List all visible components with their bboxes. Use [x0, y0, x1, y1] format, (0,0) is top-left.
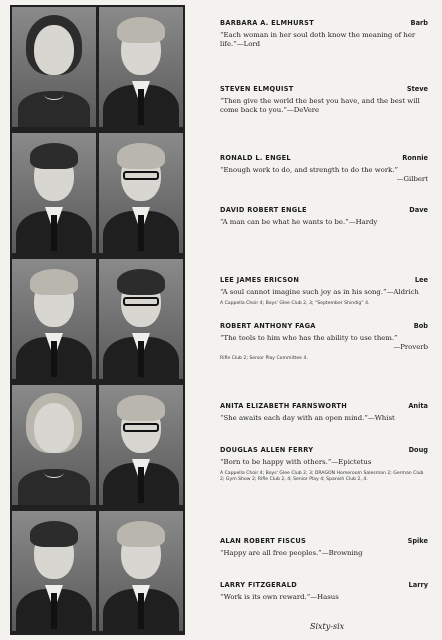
senior-nickname: Spike [407, 537, 428, 545]
senior-quote: “She awaits each day with an open mind.”—Whist [220, 414, 395, 422]
portrait-photo-barbara-elmhurst [12, 7, 96, 127]
portrait-photo-anita-farnsworth [12, 385, 96, 505]
senior-name: LEE JAMES ERICSON [220, 276, 300, 284]
senior-quote: “A man can be what he wants to be.”—Hardy [220, 218, 378, 226]
senior-activities: Rifle Club 2; Senior Play Committee 4. [220, 356, 308, 361]
senior-entry [220, 85, 428, 115]
senior-nickname: Ronnie [402, 154, 428, 162]
senior-name: ANITA ELIZABETH FARNSWORTH [220, 402, 348, 410]
senior-quote: “Born to be happy with others.”—Epictetus [220, 458, 372, 466]
senior-entry [220, 276, 428, 307]
senior-quote: “The tools to him who has the ability to use them.” [220, 334, 398, 342]
senior-entry [220, 581, 428, 602]
portrait-photo-lee-ericson [12, 259, 96, 379]
senior-name: STEVEN ELMQUIST [220, 85, 294, 93]
senior-entry [220, 206, 428, 227]
senior-quote: “A soul cannot imagine such joy as in his song.”—Aldrich [220, 288, 419, 296]
portrait-photo-ronald-engel [12, 133, 96, 253]
senior-entry [220, 402, 428, 423]
portrait-photo-robert-faga [99, 259, 183, 379]
senior-activities: A Cappella Choir 4; Boys' Glee Club 2, 3; “September Shindig” 4. [220, 301, 370, 306]
senior-nickname: Dave [409, 206, 428, 214]
senior-name: DAVID ROBERT ENGLE [220, 206, 307, 214]
portrait-photo-alan-fiscus [12, 511, 96, 631]
senior-name: LARRY FITZGERALD [220, 581, 297, 589]
quote-attribution: —Gilbert [396, 175, 428, 183]
senior-quote: “Happy are all free peoples.”—Browning [220, 549, 363, 557]
portrait-photo-douglas-ferry [99, 385, 183, 505]
senior-name: DOUGLAS ALLEN FERRY [220, 446, 314, 454]
senior-entry [220, 537, 428, 558]
senior-activities: A Cappella Choir 4; Boys' Glee Club 2, 3; DRAGON Homeroom Salesman 2; German Club 2; Gym Show 2; Rifle Club 2, 4; Senior Play 4; Spanish Club 2, 4. [220, 471, 424, 482]
senior-nickname: Larry [408, 581, 428, 589]
senior-entry [220, 154, 428, 184]
senior-nickname: Steve [406, 85, 428, 93]
senior-nickname: Barb [410, 19, 428, 27]
senior-nickname: Doug [408, 446, 428, 454]
senior-entry [220, 322, 428, 362]
senior-quote: “Each woman in her soul doth know the meaning of her life.”—Lord [220, 31, 416, 48]
senior-quote: “Work is its own reward.”—Hasus [220, 593, 339, 601]
senior-nickname: Anita [408, 402, 428, 410]
senior-entry [220, 446, 428, 483]
senior-entry [220, 19, 428, 49]
senior-quote: “Enough work to do, and strength to do the work.” [220, 166, 399, 174]
portrait-column [10, 5, 185, 635]
portrait-photo-david-engle [99, 133, 183, 253]
senior-nickname: Bob [413, 322, 428, 330]
page-number: Sixty-six [310, 622, 345, 631]
portrait-photo-larry-fitzgerald [99, 511, 183, 631]
senior-name: ROBERT ANTHONY FAGA [220, 322, 316, 330]
senior-name: RONALD L. ENGEL [220, 154, 291, 162]
senior-name: BARBARA A. ELMHURST [220, 19, 315, 27]
portrait-photo-steven-elmquist [99, 7, 183, 127]
senior-quote: “Then give the world the best you have, and the best will come back to you.”—DeVere [220, 97, 420, 114]
quote-attribution: —Proverb [393, 343, 428, 351]
senior-name: ALAN ROBERT FISCUS [220, 537, 307, 545]
senior-nickname: Lee [414, 276, 428, 284]
